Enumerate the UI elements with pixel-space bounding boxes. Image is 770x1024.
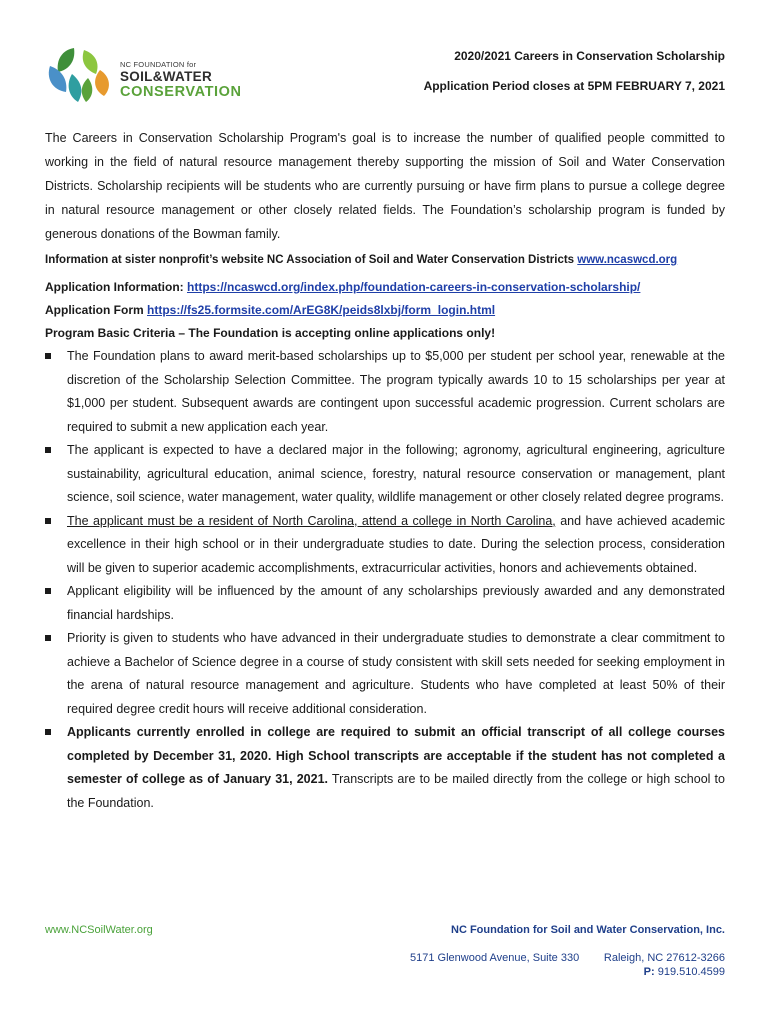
application-information-line: [45, 277, 725, 297]
criteria-heading: Program Basic Criteria – The Foundation is accepting online applications only!: [45, 326, 496, 340]
phone-number: 919.510.4599: [657, 966, 725, 978]
footer-org-name: NC Foundation for Soil and Water Conservation, Inc.: [451, 924, 725, 936]
criteria-item: [45, 510, 725, 581]
application-deadline: Application Period closes at 5PM FEBRUARY 7, 2021: [423, 79, 725, 93]
bullet-square-icon: [45, 447, 51, 453]
logo-line-small: NC FOUNDATION for: [120, 60, 197, 69]
criteria-text-underlined: The applicant must be a resident of North Carolina, attend a college in North Carolina,: [67, 513, 556, 528]
criteria-text: Priority is given to students who have advanced in their undergraduate studies to demonstrate a clear commitment to achieve a Bachelor of Science degree in a course of study consistent with skill sets needed for seeking employment in the arena of natural resource management and agriculture. Students who have completed at least 50% of their required degree credit hours will receive additional consideration.: [67, 631, 725, 716]
document-body: [45, 126, 725, 815]
application-form-link[interactable]: https://fs25.formsite.com/ArEG8K/peids8lxbj/form_login.html: [147, 303, 496, 317]
bullet-square-icon: [45, 588, 51, 594]
footer-phone: [644, 966, 725, 978]
leaves-logo-icon: [44, 44, 114, 104]
application-information-label: Application Information:: [45, 280, 184, 294]
criteria-text: The Foundation plans to award merit-based scholarships up to $5,000 per student per school year, renewable at the discretion of the Scholarship Selection Committee. The program typically awards 10 to 15 scholarships per year at $1,000 per student. Subsequent awards are contingent upon successful academic progression. Current scholars are required to submit a new application each year.: [67, 349, 725, 434]
criteria-list: [45, 345, 725, 815]
footer-website: www.NCSoilWater.org: [45, 924, 153, 936]
application-form-label: Application Form: [45, 303, 144, 317]
criteria-text: The applicant is expected to have a declared major in the following; agronomy, agricultural engineering, agriculture sustainability, agricultural education, animal science, forestry, natural resource conservation or management, plant science, soil science, water management, water quality, wildlife management or other closely related degree programs.: [67, 443, 725, 504]
document-title: 2020/2021 Careers in Conservation Scholarship: [454, 49, 725, 63]
foundation-logo: [44, 44, 264, 104]
criteria-item: [45, 439, 725, 510]
ncaswcd-link[interactable]: www.ncaswcd.org: [577, 254, 678, 266]
intro-paragraph: The Careers in Conservation Scholarship Program's goal is to increase the number of qualified people committed to working in the field of natural resource management thereby supporting the mission of Soil and Water Conservation Districts. Scholarship recipients will be students who are currently pursuing or have firm plans to pursue a college degree in natural resource management or other closely related fields. The Foundation’s scholarship program is funded by generous donations of the Bowman family.: [45, 131, 725, 241]
phone-label: P:: [643, 966, 655, 978]
bullet-square-icon: [45, 518, 51, 524]
criteria-text: and have achieved academic excellence in their high school or in their undergraduate studies to date. During the selection process, consideration will be given to superior academic accomplishments, extracurricular activities, honors and achievements obtained.: [67, 513, 726, 575]
logo-line-mid: SOIL&WATER: [120, 69, 212, 84]
criteria-text-bold: Applicants currently enrolled in college are required to submit an official transcript of all college courses completed by December 31, 2020. High School transcripts are acceptable if the student has not completed a semester of college as of January 31, 2021.: [67, 725, 725, 786]
criteria-item: [45, 627, 725, 721]
criteria-item: [45, 721, 725, 815]
criteria-item: [45, 580, 725, 627]
info-label: Information at sister nonprofit’s website NC Association of Soil and Water Conservation Districts: [45, 254, 575, 266]
info-line: [45, 250, 725, 270]
footer-city: Raleigh, NC 27612-3266: [603, 952, 725, 964]
application-form-line: [45, 300, 725, 320]
criteria-text: Applicant eligibility will be influenced by the amount of any scholarships previously awarded and any demonstrated financial hardships.: [67, 584, 725, 622]
footer-address: 5171 Glenwood Avenue, Suite 330: [410, 952, 580, 964]
bullet-square-icon: [45, 353, 51, 359]
bullet-square-icon: [45, 635, 51, 641]
criteria-text: Transcripts are to be mailed directly from the college or high school to the Foundation.: [67, 772, 725, 810]
logo-line-big: CONSERVATION: [120, 84, 242, 100]
criteria-item: [45, 345, 725, 439]
bullet-square-icon: [45, 729, 51, 735]
application-information-link[interactable]: https://ncaswcd.org/index.php/foundation-careers-in-conservation-scholarship/: [187, 280, 641, 294]
